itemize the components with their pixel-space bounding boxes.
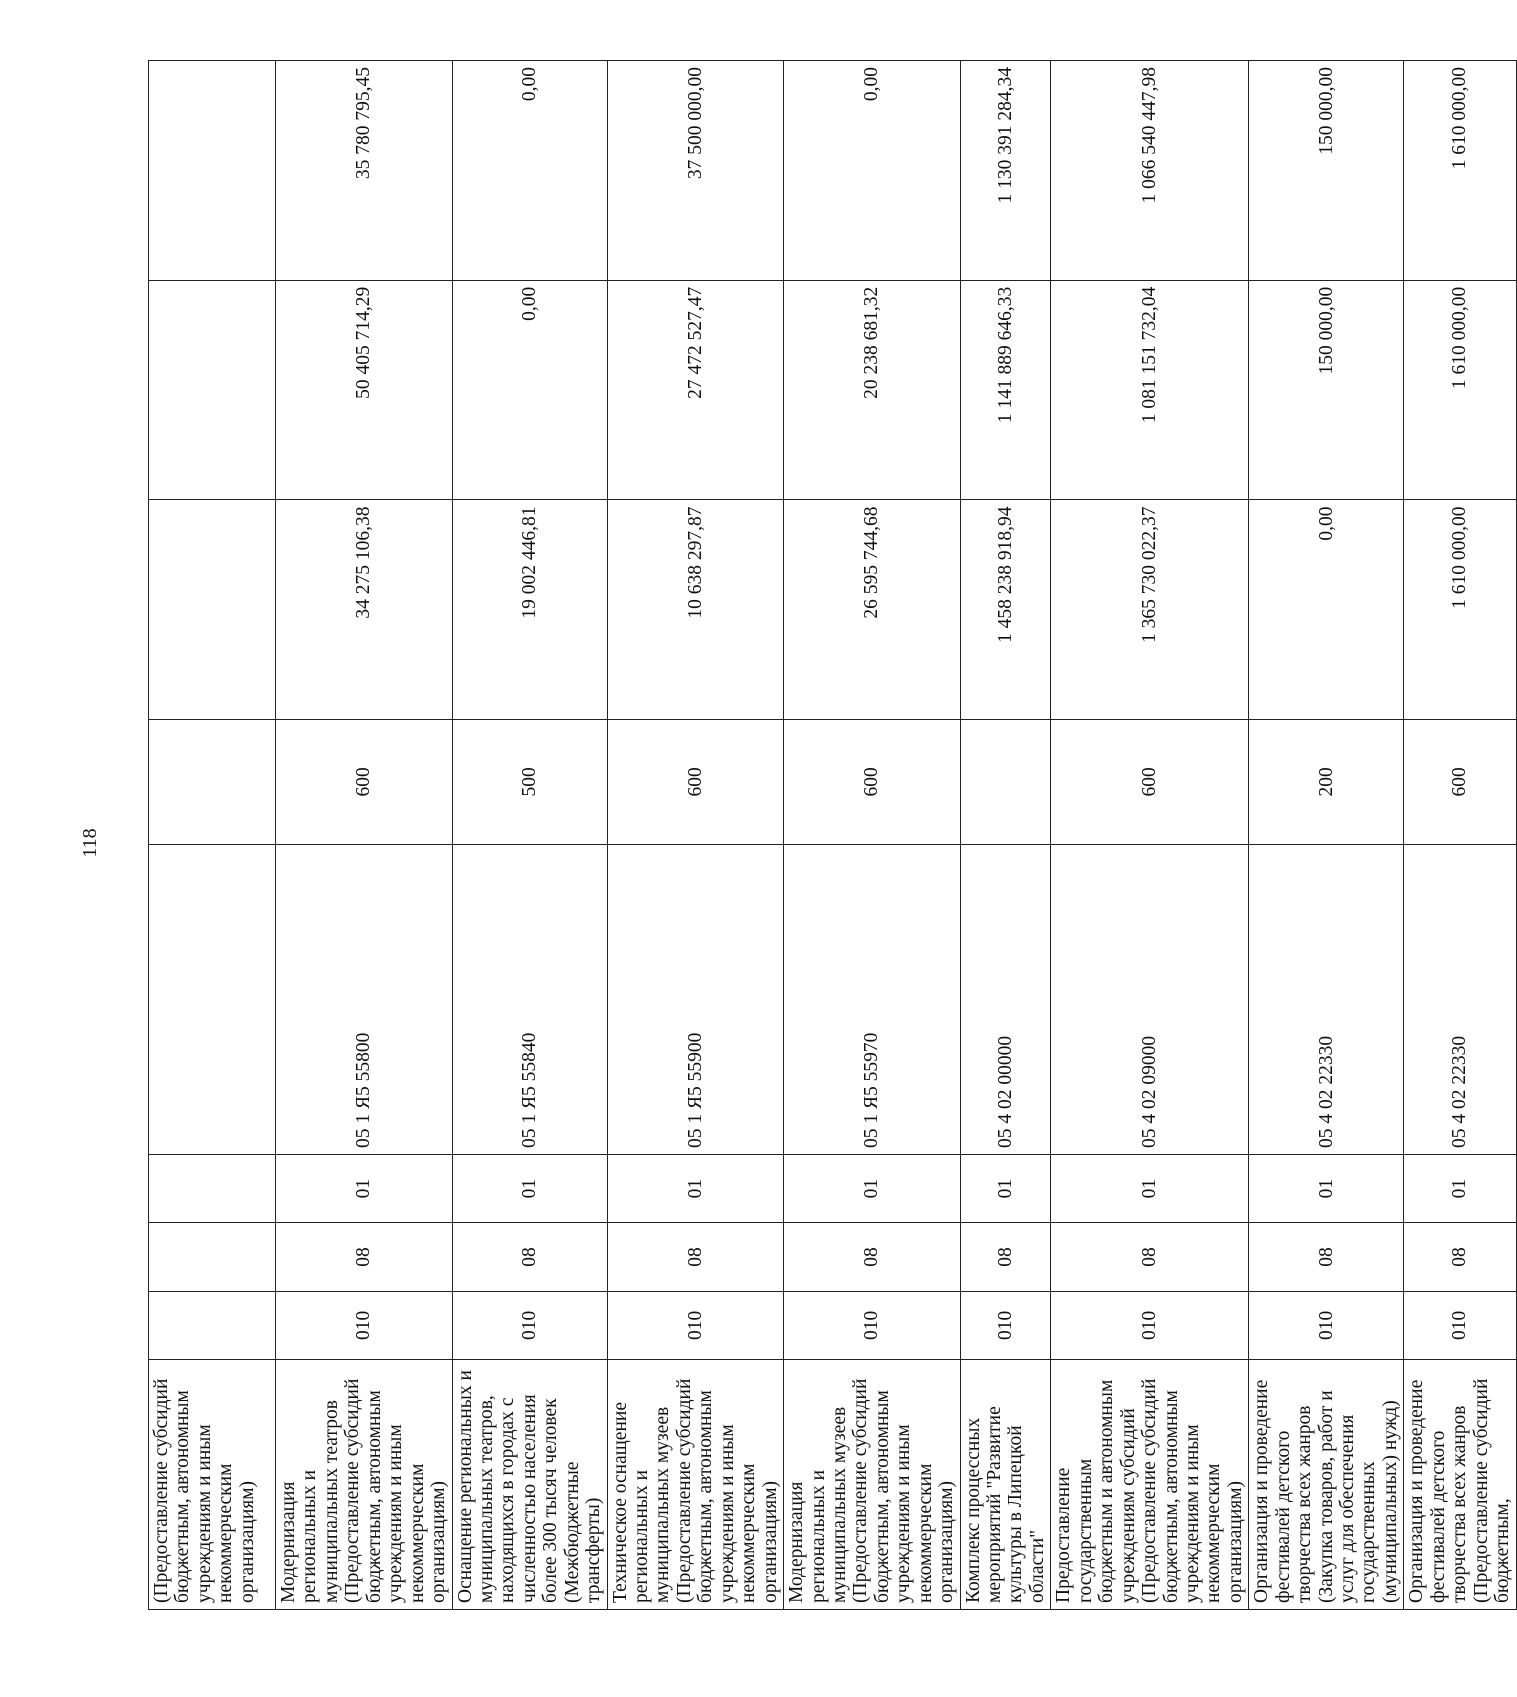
section-code-cell: 08 <box>276 1223 453 1291</box>
row-name-cell: Модернизация региональных и муниципальных музеев (Предоставление субсидий бюджетным, автономным учреждениям и иным некоммерческим организациям) <box>784 1360 961 1610</box>
admin-code-cell: 010 <box>1404 1291 1516 1359</box>
target-article-cell: 05 4 02 22330 <box>1249 844 1404 1154</box>
row-name-cell: Модернизация региональных и муниципальных театров (Предоставление субсидий бюджетным, автономным учреждениям и иным некоммерческим организациям) <box>276 1360 453 1610</box>
table-row <box>607 61 784 1610</box>
sum-col2-cell: 0,00 <box>452 280 607 500</box>
expense-type-cell: 600 <box>1404 720 1516 844</box>
subsection-code-cell: 01 <box>1404 1154 1516 1222</box>
table-row <box>149 61 276 1610</box>
budget-table <box>148 60 1517 1610</box>
admin-code-cell: 010 <box>276 1291 453 1359</box>
subsection-code-cell <box>149 1154 276 1222</box>
admin-code-cell: 010 <box>960 1291 1051 1359</box>
sum-col2-cell: 50 405 714,29 <box>276 280 453 500</box>
target-article-cell: 05 1 Я5 55800 <box>276 844 453 1154</box>
expense-type-cell: 200 <box>1249 720 1404 844</box>
subsection-code-cell: 01 <box>784 1154 961 1222</box>
target-article-cell: 05 1 Я5 55970 <box>784 844 961 1154</box>
row-name-cell: Предоставление государственным бюджетным и автономным учреждениям субсидий (Предоставление субсидий бюджетным, автономным учреждениям и иным некоммерческим организациям) <box>1051 1360 1249 1610</box>
row-name-cell: Организация и проведение фестивалей детского творчества всех жанров (Закупка товаров, работ и услуг для обеспечения государственных (муниципальных) нужд) <box>1249 1360 1404 1610</box>
sum-col3-cell: 1 610 000,00 <box>1404 61 1516 281</box>
table-row <box>452 61 607 1610</box>
subsection-code-cell: 01 <box>452 1154 607 1222</box>
row-name-cell: (Предоставление субсидий бюджетным, автономным учреждениям и иным некоммерческим организациям) <box>149 1360 276 1610</box>
sum-col2-cell: 1 141 889 646,33 <box>960 280 1051 500</box>
sum-col3-cell: 37 500 000,00 <box>607 61 784 281</box>
sum-col2-cell: 20 238 681,32 <box>784 280 961 500</box>
section-code-cell: 08 <box>452 1223 607 1291</box>
budget-table-body <box>149 61 1517 1610</box>
budget-table-container <box>148 60 1514 1610</box>
section-code-cell: 08 <box>960 1223 1051 1291</box>
section-code-cell: 08 <box>1051 1223 1249 1291</box>
section-code-cell: 08 <box>1249 1223 1404 1291</box>
row-name-cell: Комплекс процессных мероприятий "Развитие культуры в Липецкой области" <box>960 1360 1051 1610</box>
sum-col2-cell: 1 610 000,00 <box>1404 280 1516 500</box>
section-code-cell: 08 <box>1404 1223 1516 1291</box>
table-row <box>1404 61 1516 1610</box>
target-article-cell: 05 1 Я5 55900 <box>607 844 784 1154</box>
subsection-code-cell: 01 <box>1249 1154 1404 1222</box>
subsection-code-cell: 01 <box>1051 1154 1249 1222</box>
sum-col2-cell: 150 000,00 <box>1249 280 1404 500</box>
expense-type-cell <box>149 720 276 844</box>
sum-col2-cell <box>149 280 276 500</box>
sum-col3-cell: 0,00 <box>452 61 607 281</box>
admin-code-cell: 010 <box>784 1291 961 1359</box>
sum-col1-cell <box>149 500 276 720</box>
sum-col3-cell: 1 130 391 284,34 <box>960 61 1051 281</box>
sum-col1-cell: 26 595 744,68 <box>784 500 961 720</box>
subsection-code-cell: 01 <box>276 1154 453 1222</box>
target-article-cell: 05 1 Я5 55840 <box>452 844 607 1154</box>
target-article-cell: 05 4 02 00000 <box>960 844 1051 1154</box>
admin-code-cell: 010 <box>1051 1291 1249 1359</box>
section-code-cell: 08 <box>784 1223 961 1291</box>
sum-col1-cell: 1 365 730 022,37 <box>1051 500 1249 720</box>
expense-type-cell: 600 <box>1051 720 1249 844</box>
section-code-cell: 08 <box>607 1223 784 1291</box>
sum-col3-cell: 150 000,00 <box>1249 61 1404 281</box>
admin-code-cell: 010 <box>1249 1291 1404 1359</box>
admin-code-cell: 010 <box>607 1291 784 1359</box>
row-name-cell: Оснащение региональных и муниципальных театров, находящихся в городах с численностью населения более 300 тысяч человек (Межбюджетные трансферты) <box>452 1360 607 1610</box>
expense-type-cell: 500 <box>452 720 607 844</box>
target-article-cell: 05 4 02 22330 <box>1404 844 1516 1154</box>
table-row <box>784 61 961 1610</box>
page-number: 118 <box>78 828 101 858</box>
row-name-cell: Организация и проведение фестивалей детского творчества всех жанров (Предоставление субсидий бюджетным, <box>1404 1360 1516 1610</box>
sum-col3-cell <box>149 61 276 281</box>
row-name-cell: Техническое оснащение региональных и муниципальных музеев (Предоставление субсидий бюджетным, автономным учреждениям и иным некоммерческим организациям) <box>607 1360 784 1610</box>
sum-col3-cell: 1 066 540 447,98 <box>1051 61 1249 281</box>
sum-col1-cell: 10 638 297,87 <box>607 500 784 720</box>
table-row <box>1051 61 1249 1610</box>
table-row <box>1249 61 1404 1610</box>
expense-type-cell: 600 <box>276 720 453 844</box>
sum-col3-cell: 35 780 795,45 <box>276 61 453 281</box>
admin-code-cell <box>149 1291 276 1359</box>
admin-code-cell: 010 <box>452 1291 607 1359</box>
sum-col1-cell: 19 002 446,81 <box>452 500 607 720</box>
target-article-cell: 05 4 02 09000 <box>1051 844 1249 1154</box>
sum-col1-cell: 34 275 106,38 <box>276 500 453 720</box>
sum-col2-cell: 1 081 151 732,04 <box>1051 280 1249 500</box>
table-row <box>960 61 1051 1610</box>
expense-type-cell: 600 <box>607 720 784 844</box>
subsection-code-cell: 01 <box>607 1154 784 1222</box>
sum-col1-cell: 0,00 <box>1249 500 1404 720</box>
sum-col1-cell: 1 610 000,00 <box>1404 500 1516 720</box>
sum-col3-cell: 0,00 <box>784 61 961 281</box>
table-row <box>276 61 453 1610</box>
sum-col1-cell: 1 458 238 918,94 <box>960 500 1051 720</box>
subsection-code-cell: 01 <box>960 1154 1051 1222</box>
target-article-cell <box>149 844 276 1154</box>
sum-col2-cell: 27 472 527,47 <box>607 280 784 500</box>
expense-type-cell <box>960 720 1051 844</box>
expense-type-cell: 600 <box>784 720 961 844</box>
section-code-cell <box>149 1223 276 1291</box>
